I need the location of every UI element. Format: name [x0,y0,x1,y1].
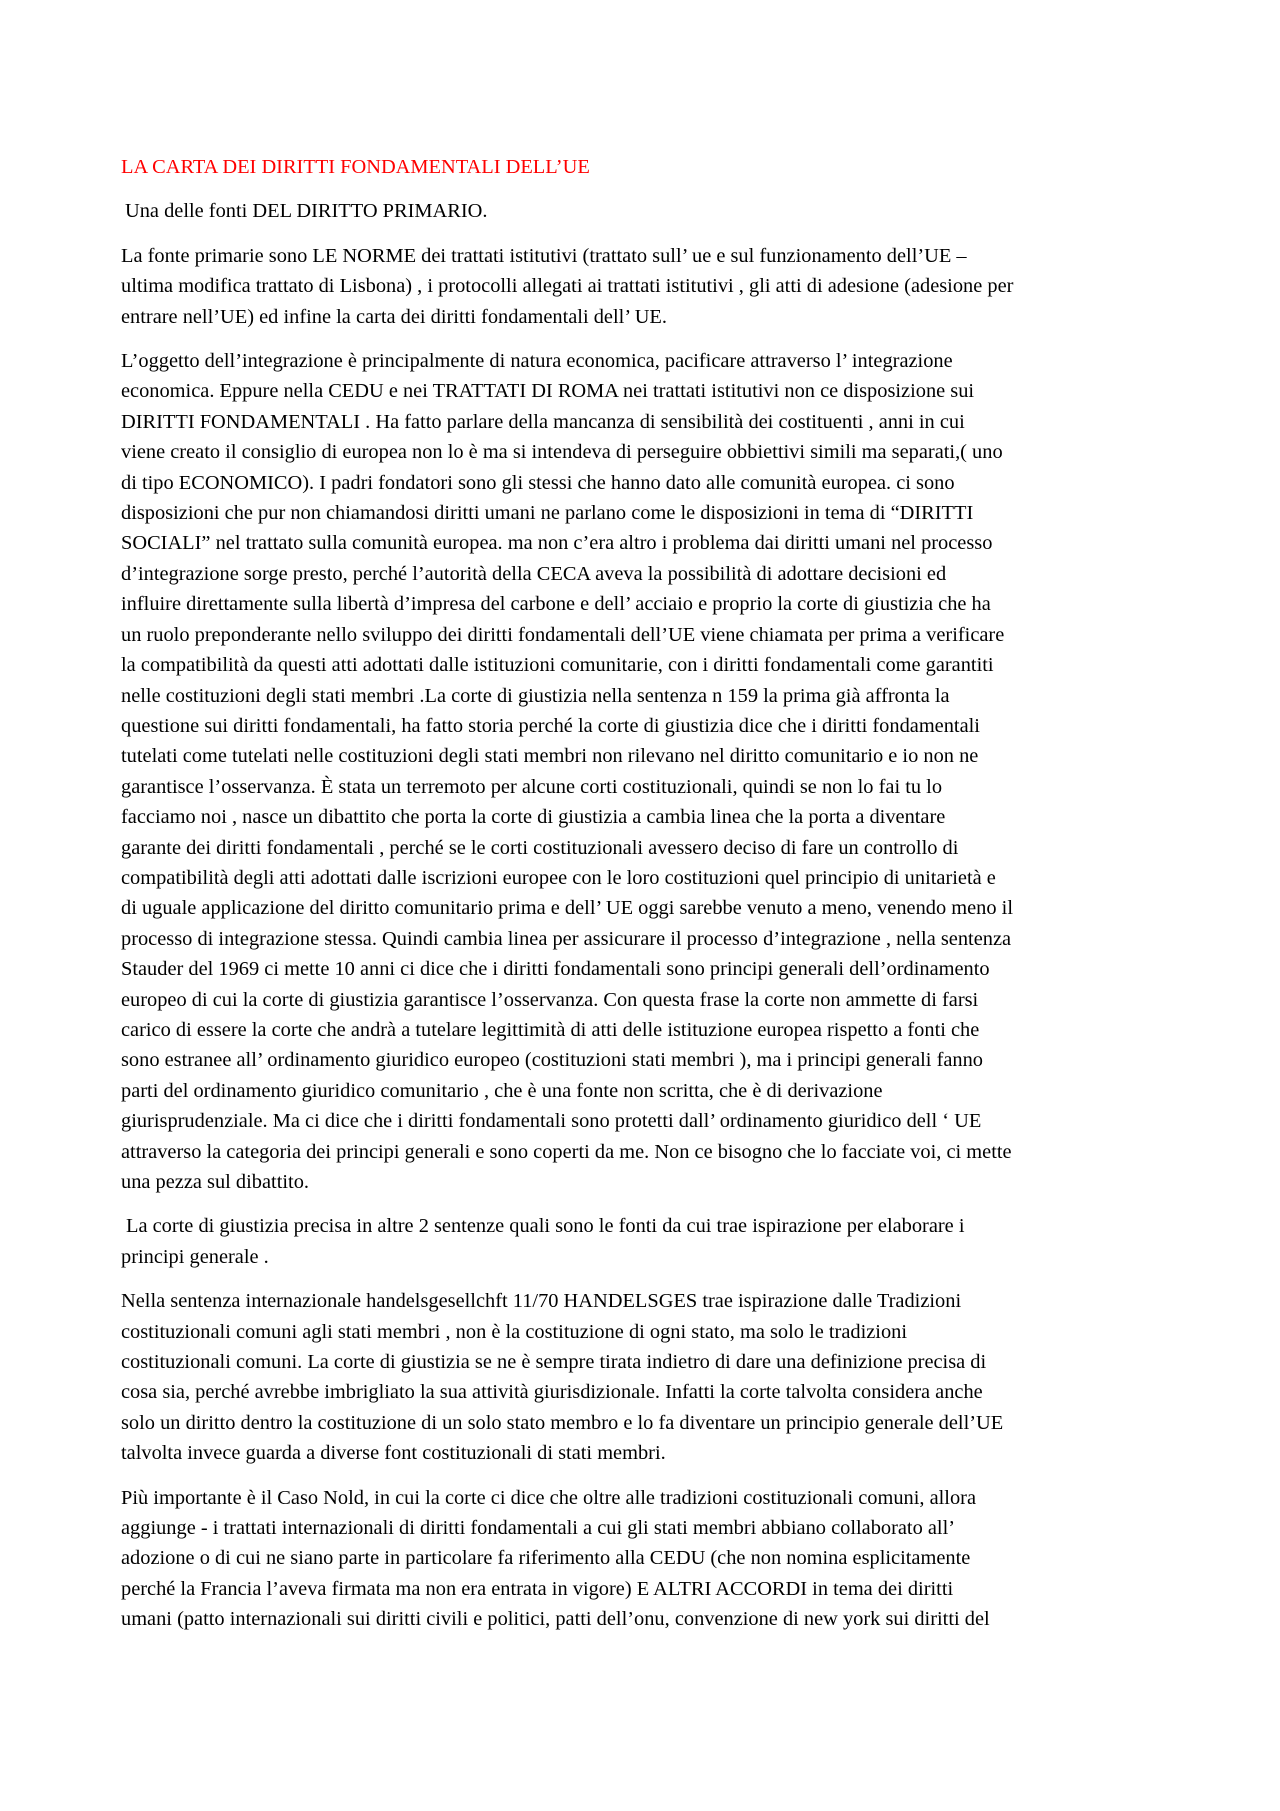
paragraph-line: processo di integrazione stessa. Quindi cambia linea per assicurare il processo d’integrazione , nella sentenza [121,927,1012,950]
paragraph-line: principi generale . [121,1245,269,1268]
paragraph-line: talvolta invece guarda a diverse font costituzionali di stati membri. [121,1442,666,1465]
paragraph-line: garantisce l’osservanza. È stata un terremoto per alcune corti costituzionali, quindi se non lo fai tu lo [121,775,943,798]
paragraph-line: Nella sentenza internazionale handelsgesellchft 11/70 HANDELSGES trae ispirazione dalle Tradizioni [121,1290,962,1313]
paragraph-line: entrare nell’UE) ed infine la carta dei diritti fondamentali dell’ UE. [121,305,667,328]
paragraph-line: la compatibilità da questi atti adottati dalle istituzioni comunitarie, con i diritti fondamentali come garantiti [121,654,994,677]
paragraph-line: ultima modifica trattato di Lisbona) , i protocolli allegati ai trattati istitutivi , gli atti di adesione (adesione per [121,275,1014,298]
paragraph-line: costituzionali comuni agli stati membri , non è la costituzione di ogni stato, ma solo le tradizioni [121,1320,908,1343]
paragraph-line: sono estranee all’ ordinamento giuridico europeo (costituzioni stati membri ), ma i principi generali fanno [121,1049,983,1072]
paragraph-line: aggiunge - i trattati internazionali di diritti fondamentali a cui gli stati membri abbiano collaborato all’ [121,1517,956,1540]
paragraph-line: umani (patto internazionali sui diritti civili e politici, patti dell’onu, convenzione di new york sui diritti del [121,1608,990,1631]
paragraph-line: costituzionali comuni. La corte di giustizia se ne è sempre tirata indietro di dare una definizione precisa di [121,1351,987,1374]
paragraph-line: parti del ordinamento giuridico comunitario , che è una fonte non scritta, che è di derivazione [121,1079,883,1102]
paragraph [121,346,1160,1197]
paragraph-line: SOCIALI” nel trattato sulla comunità europea. ma non c’era altro i problema dai diritti umani nel processo [121,532,993,555]
paragraph-line: La fonte primarie sono LE NORME dei trattati istitutivi (trattato sull’ ue e sul funzionamento dell’UE – [121,244,967,267]
paragraph-line: di uguale applicazione del diritto comunitario prima e dell’ UE oggi sarebbe venuto a meno, venendo meno il [121,897,1013,920]
paragraph-line: tutelati come tutelati nelle costituzioni degli stati membri non rilevano nel diritto comunitario e io non ne [121,745,979,768]
paragraph [121,1286,1160,1468]
paragraph [121,241,1160,332]
paragraph-line: perché la Francia l’aveva firmata ma non era entrata in vigore) E ALTRI ACCORDI in tema dei diritti [121,1577,954,1600]
paragraph-line: nelle costituzioni degli stati membri .La corte di giustizia nella sentenza n 159 la prima già affronta la [121,684,950,707]
paragraph [121,1211,1160,1272]
paragraph-line: Stauder del 1969 ci mette 10 anni ci dice che i diritti fondamentali sono principi generali dell’ordinamento [121,958,990,981]
paragraph-line: d’integrazione sorge presto, perché l’autorità della CECA aveva la possibilità di adottare decisioni ed [121,562,947,585]
paragraph-line: questione sui diritti fondamentali, ha fatto storia perché la corte di giustizia dice che i diritti fondamentali [121,714,980,737]
paragraph-line: giurisprudenziale. Ma ci dice che i diritti fondamentali sono protetti dall’ ordinamento giuridico dell ‘ UE [121,1110,982,1133]
paragraph-line: una pezza sul dibattito. [121,1171,309,1193]
paragraph-line: facciamo noi , nasce un dibattito che porta la corte di giustizia a cambia linea che la porta a diventare [121,806,946,829]
paragraph-line: viene creato il consiglio di europea non lo è ma si intendeva di perseguire obbiettivi simili ma separati,( uno [121,441,1003,464]
paragraph [121,1483,1160,1635]
document-title: LA CARTA DEI DIRITTI FONDAMENTALI DELL’UE [121,156,590,178]
paragraph-line: attraverso la categoria dei principi generali e sono coperti da me. Non ce bisogno che lo facciate voi, ci mette [121,1140,1012,1163]
paragraph-line: adozione o di cui ne siano parte in particolare fa riferimento alla CEDU (che non nomina esplicitamente [121,1547,971,1570]
paragraph-line: carico di essere la corte che andrà a tutelare legittimità di atti delle istituzione europea rispetto a fonti che [121,1018,980,1041]
paragraph-line: cosa sia, perché avrebbe imbrigliato la sua attività giurisdizionale. Infatti la corte talvolta considera anche [121,1381,983,1404]
paragraph-line: compatibilità degli atti adottati dalle iscrizioni europee con le loro costituzioni quel principio di unitarietà e [121,866,996,889]
document-body [121,241,1160,1635]
paragraph-line: disposizioni che pur non chiamandosi diritti umani ne parlano come le disposizioni in tema di “DIRITTI [121,502,974,525]
paragraph-line: garante dei diritti fondamentali , perché se le corti costituzionali avessero deciso di fare un controllo di [121,836,959,859]
paragraph-line: Più importante è il Caso Nold, in cui la corte ci dice che oltre alle tradizioni costituzionali comuni, allora [121,1486,977,1509]
paragraph-line: solo un diritto dentro la costituzione di un solo stato membro e lo fa diventare un principio generale dell’UE [121,1411,1004,1434]
paragraph-line: influire direttamente sulla libertà d’impresa del carbone e dell’ acciaio e proprio la corte di giustizia che ha [121,593,991,616]
paragraph-line: un ruolo preponderante nello sviluppo dei diritti fondamentali dell’UE viene chiamata per prima a verificare [121,623,1005,646]
paragraph-line: La corte di giustizia precisa in altre 2 sentenze quali sono le fonti da cui trae ispirazione per elaborare i [126,1215,965,1238]
paragraph-line: europeo di cui la corte di giustizia garantisce l’osservanza. Con questa frase la corte non ammette di farsi [121,988,979,1011]
paragraph-line: L’oggetto dell’integrazione è principalmente di natura economica, pacificare attraverso l’ integrazione [121,350,953,373]
document-subtitle: Una delle fonti DEL DIRITTO PRIMARIO. [125,200,488,223]
paragraph-line: di tipo ECONOMICO). I padri fondatori sono gli stessi che hanno dato alle comunità europea. ci sono [121,471,955,494]
paragraph-line: economica. Eppure nella CEDU e nei TRATTATI DI ROMA nei trattati istitutivi non ce disposizione sui [121,380,975,403]
paragraph-line: DIRITTI FONDAMENTALI . Ha fatto parlare della mancanza di sensibilità dei costituenti , anni in cui [121,410,965,433]
